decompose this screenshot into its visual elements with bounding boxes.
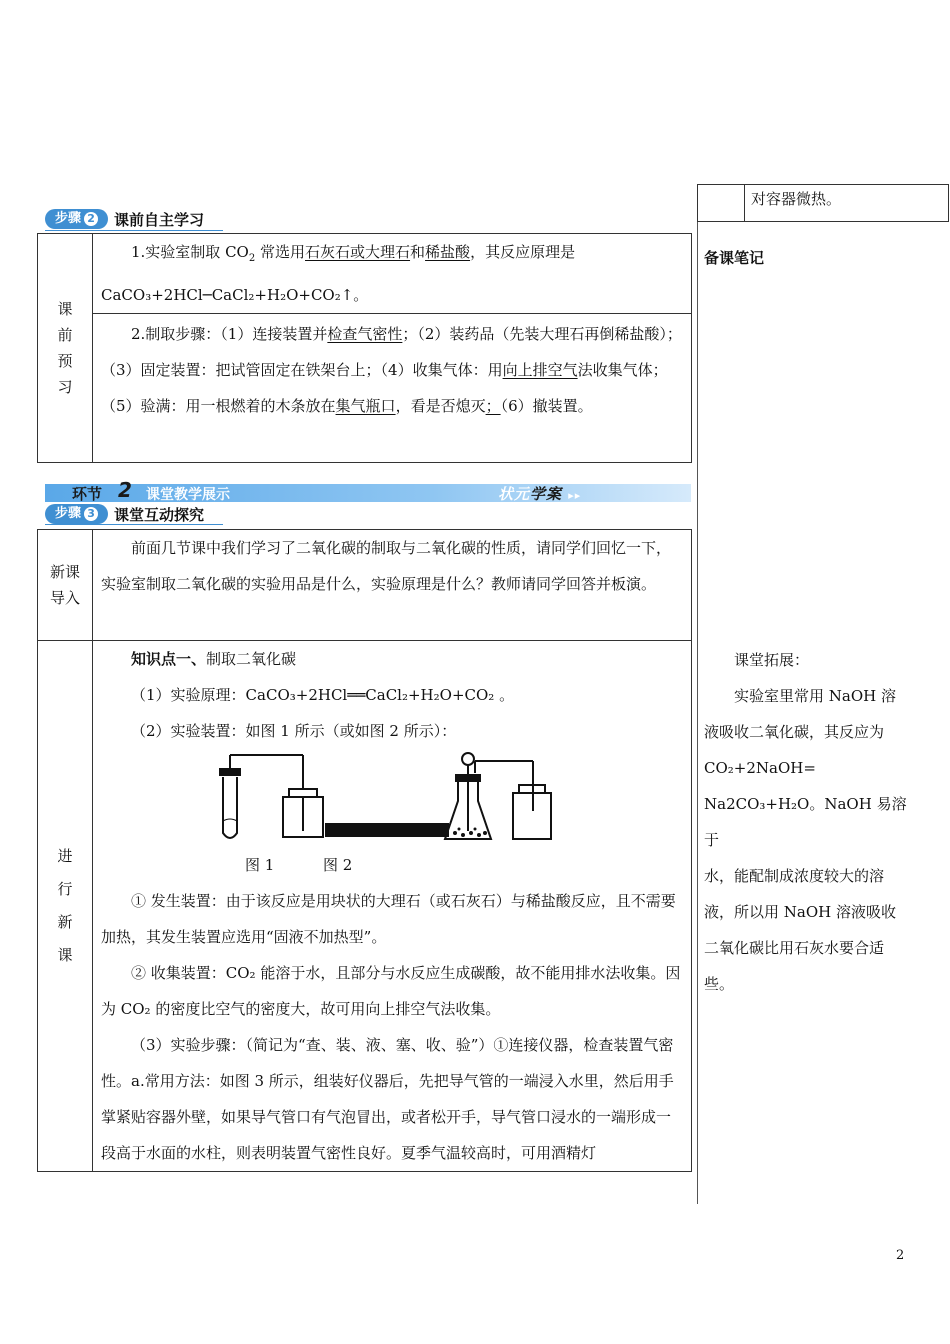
side-extension bbox=[704, 642, 914, 1002]
extension-line: 二氧化碳比用石灰水要合适 bbox=[704, 939, 885, 957]
top-right-cell: 对容器微热。 bbox=[745, 185, 949, 222]
collector-text: ② 收集装置：CO₂ 能溶于水，且部分与水反应生成碳酸，故不能用排水法收集。因为 CO₂ 的密度比空气的密度大，故可用向上排空气法收集。 bbox=[101, 964, 681, 1018]
gas-bottle-icon bbox=[283, 789, 323, 837]
flask-contents bbox=[453, 828, 487, 838]
preview-label: 课前预习 bbox=[38, 234, 93, 463]
gas-bottle-icon bbox=[513, 785, 551, 839]
preview-table bbox=[37, 233, 692, 463]
conical-flask-icon bbox=[445, 753, 533, 839]
top-right-table bbox=[697, 184, 949, 222]
extension-line: 液吸收二氧化碳，其反应为 bbox=[704, 723, 885, 741]
newlesson-body bbox=[93, 641, 692, 1172]
section-header-band bbox=[45, 484, 691, 502]
lesson-table bbox=[37, 529, 692, 1172]
newlesson-label: 进行新课 bbox=[38, 641, 93, 1172]
intro-label: 新课导入 bbox=[38, 530, 93, 641]
extension-line: 水，能配制成浓度较大的溶 bbox=[704, 867, 885, 885]
section-header-brand: 状元学案 ▸▸ bbox=[498, 485, 582, 503]
extension-line: CO₂+2NaOH= bbox=[704, 759, 816, 777]
figure-captions bbox=[101, 847, 683, 883]
knowledge-point-title: 知识点一、制取二氧化碳 bbox=[131, 650, 297, 668]
step2-badge: 步骤 2 bbox=[45, 209, 108, 229]
step2-underline bbox=[45, 230, 223, 231]
apparatus-figure bbox=[101, 749, 683, 847]
page-number: 2 bbox=[896, 1248, 905, 1263]
section-header-title: 课堂教学展示 bbox=[146, 487, 230, 503]
preview-p1: 1.实验室制取 $CO_2$ 常选用石灰石或大理石和稀盐酸，其反应原理是 CaCO₃+2HCl─CaCl₂+H₂O+CO₂↑。 bbox=[93, 234, 692, 314]
extension-title: 课堂拓展： bbox=[734, 651, 810, 669]
extension-line: 些。 bbox=[704, 975, 735, 993]
fig2-caption: 图 2 bbox=[323, 856, 353, 874]
step2-title: 课前自主学习 bbox=[114, 210, 205, 229]
step3-title: 课堂互动探究 bbox=[114, 505, 205, 524]
apparatus-diagram bbox=[213, 751, 653, 849]
step3-banner bbox=[45, 503, 204, 525]
step3-underline bbox=[45, 524, 223, 525]
preview-p2: 2.制取步骤：（1）连接装置并检查气密性；（2）装药品（先装大理石再倒稀盐酸）；（3）固定装置：把试管固定在铁架台上；（4）收集气体：用向上排空气法收集气体；（5）验满：用一根燃着的木条放在集气瓶口，看是否熄灭；（6）撤装置。 bbox=[93, 314, 692, 463]
intro-text: 前面几节课中我们学习了二氧化碳的制取与二氧化碳的性质，请同学们回忆一下，实验室制取二氧化碳的实验用品是什么，实验原理是什么？教师请同学回答并板演。 bbox=[93, 530, 692, 641]
black-bar bbox=[325, 823, 449, 837]
extension-line: Na2CO₃+H₂O。NaOH 易溶于 bbox=[704, 795, 907, 849]
step3-badge: 步骤 3 bbox=[45, 504, 108, 524]
section-header-label: 环节 bbox=[72, 485, 103, 503]
steps-text: （3）实验步骤：（简记为“查、装、液、塞、收、验”）①连接仪器，检查装置气密性。a.常用方法：如图 3 所示，组装好仪器后，先把导气管的一端浸入水里，然后用手掌紧贴容器外壁，如果导气管口有气泡冒出，或者松开手，导气管口浸水的一端形成一段高于水面的水柱，则表明装置气密性良好。夏季气温较高时，可用酒精灯 bbox=[101, 1036, 674, 1162]
side-divider bbox=[697, 184, 698, 1204]
apparatus-line: （2）实验装置：如图 1 所示（或如图 2 所示）： bbox=[131, 722, 457, 740]
section-header-num: 2 bbox=[118, 478, 132, 502]
side-notes-title: 备课笔记 bbox=[704, 249, 765, 267]
step2-banner bbox=[45, 208, 204, 230]
extension-line: 液，所以用 NaOH 溶液吸收 bbox=[704, 903, 896, 921]
fig1-caption: 图 1 bbox=[245, 856, 275, 874]
principle-line: （1）实验原理：CaCO₃+2HCl══CaCl₂+H₂O+CO₂ 。 bbox=[131, 686, 515, 704]
extension-line: 实验室里常用 NaOH 溶 bbox=[734, 687, 896, 705]
generator-text: ① 发生装置：由于该反应是用块状的大理石（或石灰石）与稀盐酸反应，且不需要加热，其发生装置应选用“固液不加热型”。 bbox=[101, 892, 676, 946]
